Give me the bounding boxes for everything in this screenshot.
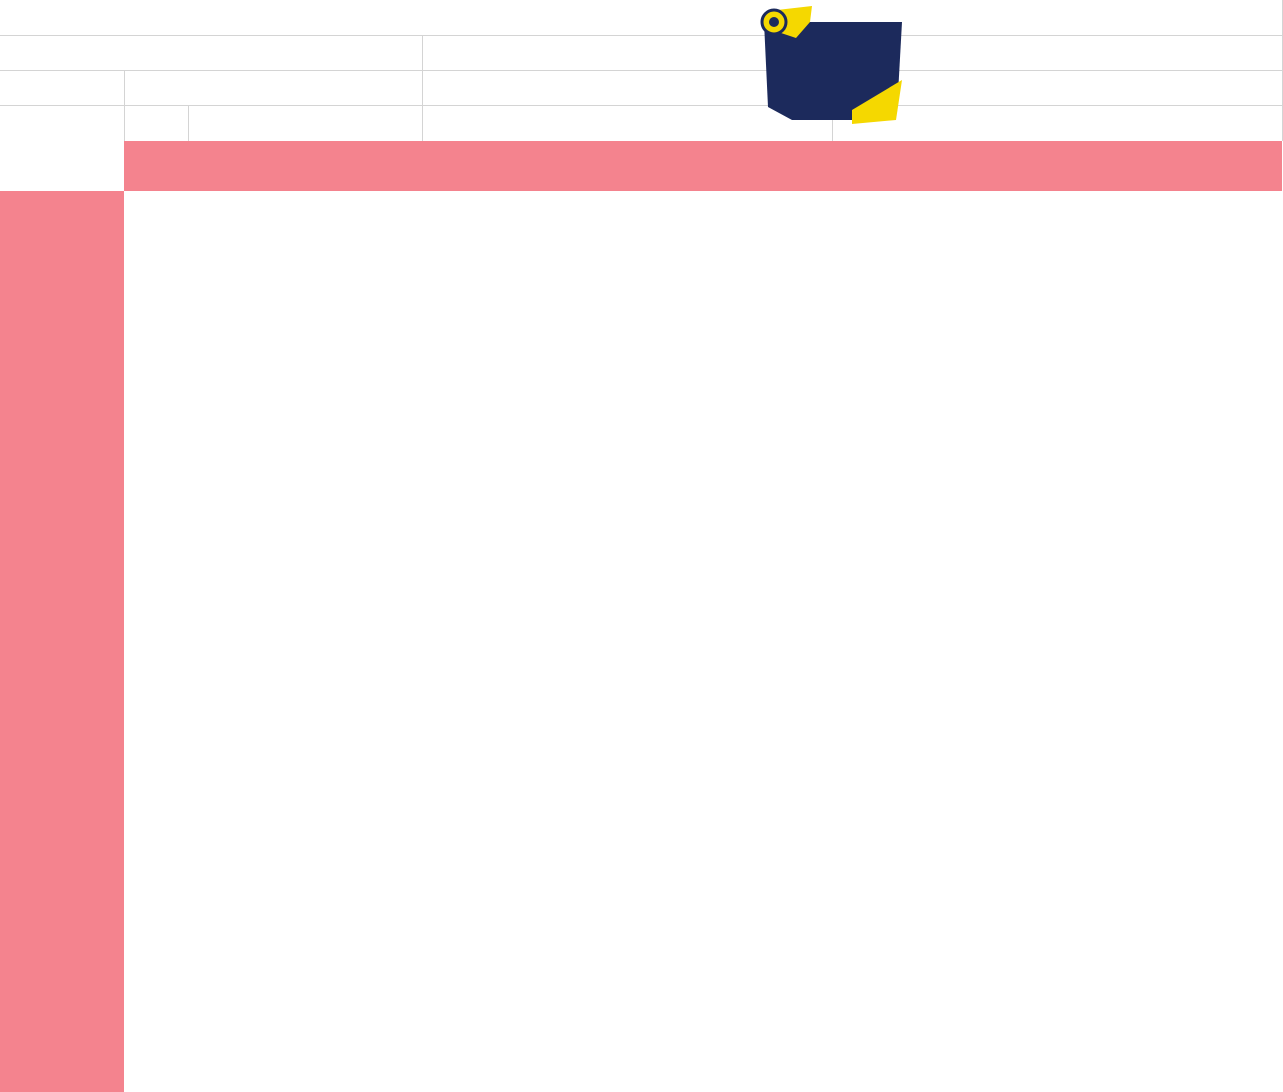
- event-logo: [752, 2, 907, 127]
- pool-a-label-cell: [0, 191, 124, 641]
- column-header-team: [124, 141, 188, 191]
- column-header-name: [188, 141, 422, 191]
- column-header-social: [422, 141, 832, 191]
- pool-b-label-cell: [0, 641, 124, 1092]
- column-header-source: [832, 141, 1282, 191]
